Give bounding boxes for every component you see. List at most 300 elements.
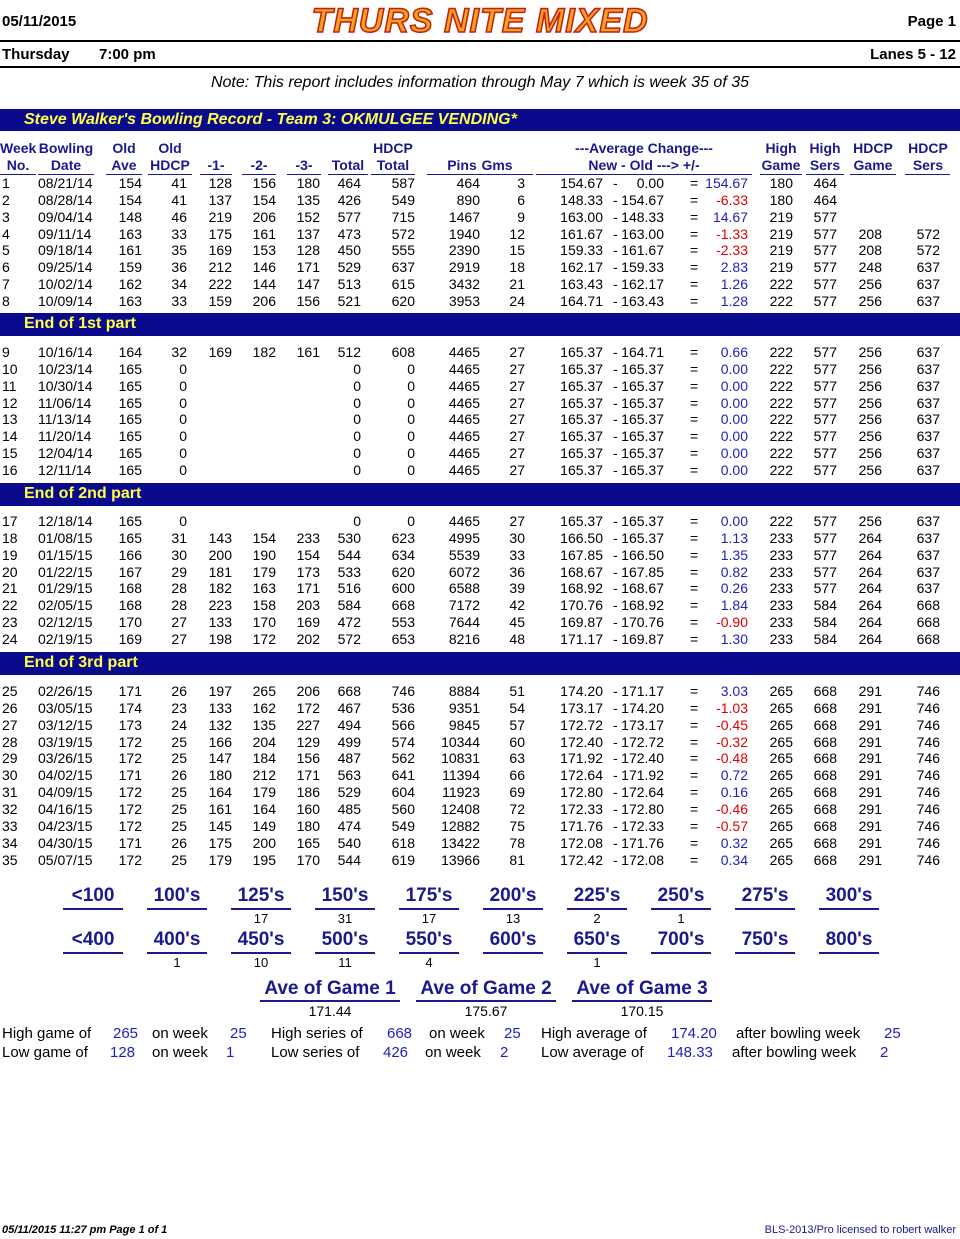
cell-new-avg: 171.17 [560,630,603,647]
cell-week-no: 34 [2,834,18,851]
cell-old-ave: 167 [118,563,142,580]
high-game-value: 265 [113,1025,139,1042]
cell-avg-change: 1.35 [720,546,748,563]
cell-game-1: 223 [208,597,232,614]
ave-game-1-label: Ave of Game 1 [260,978,400,1002]
series-bucket [567,929,627,970]
table-row [0,784,960,801]
cell-change-sep: - [613,851,618,868]
cell-avg-change: 0.00 [720,445,748,462]
cell-high-game: 265 [769,767,793,784]
cell-hdcp-series: 637 [916,292,940,309]
cell-change-sep: - [613,750,618,767]
cell-new-avg: 163.43 [560,276,603,293]
cell-change-sep: - [613,733,618,750]
cell-high-game: 222 [769,360,793,377]
series-bucket-count: 1 [593,955,601,970]
cell-hdcp-game: 256 [858,394,882,411]
cell-change-sep: - [613,716,618,733]
table-row [0,835,960,852]
cell-change-sep: - [613,360,618,377]
cell-game-3: 160 [296,800,320,817]
cell-new-avg: 165.37 [560,377,603,394]
footer-timestamp: 05/11/2015 11:27 pm Page 1 of 1 [2,1224,168,1236]
game-bucket [63,885,123,926]
cell-week-no: 33 [2,817,18,834]
cell-old-avg: 163.43 [621,292,664,309]
game-bucket [399,885,459,926]
cell-bowling-date: 09/18/14 [38,242,93,259]
series-bucket-label: 500's [315,929,375,954]
table-row [0,428,960,445]
cell-hdcp-total: 608 [391,344,415,360]
cell-game-3: 171 [296,580,320,597]
cell-old-avg: 174.20 [621,699,664,716]
cell-hdcp-total: 634 [391,546,415,563]
col-hdcpsers-header-top: HDCP [908,140,948,156]
table-row [0,293,960,310]
col-hdcpgame-header-top: HDCP [853,140,893,156]
cell-avg-change: -0.46 [716,800,748,817]
cell-game-3: 202 [296,630,320,647]
cell-hdcp-game: 256 [858,445,882,462]
cell-old-ave: 169 [118,630,142,647]
cell-game-2: 170 [252,614,276,631]
cell-change-eq: = [690,445,699,462]
cell-game-1: 197 [208,683,232,699]
series-bucket-count: 10 [253,955,269,970]
cell-old-hdcp: 27 [171,630,187,647]
cell-game-3: 135 [296,191,320,208]
cell-game-3: 180 [296,817,320,834]
cell-old-hdcp: 25 [171,800,187,817]
cell-change-sep: - [613,276,618,293]
cell-games: 27 [509,411,525,428]
cell-high-series: 668 [813,750,837,767]
cell-bowling-date: 01/22/15 [38,563,93,580]
cell-change-eq: = [690,784,699,801]
cell-old-avg: 165.37 [621,529,664,546]
cell-games: 54 [509,699,525,716]
cell-game-3: 171 [296,259,320,276]
cell-pins: 4465 [448,411,480,428]
cell-hdcp-total: 715 [391,208,415,225]
low-game-week-label: on week [152,1044,208,1061]
cell-bowling-date: 03/05/15 [38,699,93,716]
cell-change-sep: - [613,208,618,225]
cell-game-1: 137 [208,191,232,208]
cell-game-3: 233 [296,529,320,546]
cell-avg-change: 0.00 [720,513,748,529]
cell-old-hdcp: 41 [171,175,187,191]
cell-week-no: 24 [2,630,18,647]
cell-new-avg: 154.67 [560,175,603,191]
cell-avg-change: 0.00 [720,411,748,428]
league-time: 7:00 pm [99,46,156,63]
cell-avg-change: 0.72 [720,767,748,784]
bowler-section-title: Steve Walker's Bowling Record - Team 3: OKMULGEE VENDING* [24,111,517,128]
cell-old-hdcp: 0 [179,445,187,462]
table-row [0,175,960,192]
cell-avg-change: -1.03 [716,699,748,716]
cell-avg-change: 1.26 [720,276,748,293]
cell-week-no: 9 [2,344,10,360]
cell-week-no: 6 [2,259,10,276]
cell-week-no: 3 [2,208,10,225]
cell-total: 0 [353,411,361,428]
cell-old-ave: 165 [118,513,142,529]
cell-new-avg: 172.80 [560,784,603,801]
high-avg-week-label: after bowling week [736,1025,861,1042]
cell-hdcp-total: 536 [391,699,415,716]
cell-total: 450 [337,242,361,259]
cell-change-sep: - [613,513,618,529]
cell-hdcp-total: 600 [391,580,415,597]
footer-license: BLS-2013/Pro licensed to robert walker [764,1224,956,1236]
cell-game-1: 179 [208,851,232,868]
cell-change-sep: - [613,546,618,563]
cell-games: 27 [509,377,525,394]
game-bucket-count: 2 [593,911,601,926]
col-avgchange-header: New - Old ---> +/- [588,157,700,173]
cell-week-no: 26 [2,699,18,716]
cell-total: 0 [353,377,361,394]
cell-high-series: 668 [813,851,837,868]
series-bucket-label: 750's [735,929,795,954]
cell-bowling-date: 01/29/15 [38,580,93,597]
series-bucket [651,929,711,970]
cell-old-hdcp: 23 [171,699,187,716]
cell-hdcp-total: 0 [407,360,415,377]
col-oldhdcp-header-top: Old [158,140,182,156]
cell-change-sep: - [613,461,618,478]
cell-pins: 6588 [448,580,480,597]
cell-change-sep: - [613,411,618,428]
cell-hdcp-series: 637 [916,563,940,580]
cell-bowling-date: 02/19/15 [38,630,93,647]
game-bucket-label: 125's [231,885,291,910]
series-bucket-count [651,955,711,970]
cell-hdcp-series: 637 [916,445,940,462]
cell-change-eq: = [690,360,699,377]
cell-week-no: 23 [2,614,18,631]
game-bucket-label: 150's [315,885,375,910]
table-row [0,411,960,428]
series-bucket-count [483,955,543,970]
cell-change-eq: = [690,242,699,259]
cell-high-series: 577 [813,360,837,377]
cell-games: 12 [509,225,525,242]
cell-avg-change: 0.00 [720,461,748,478]
cell-old-ave: 172 [118,733,142,750]
series-bucket [735,929,795,970]
cell-old-avg: 161.67 [621,242,664,259]
cell-change-sep: - [613,175,618,191]
table-row [0,192,960,209]
cell-bowling-date: 10/09/14 [38,292,93,309]
cell-game-2: 179 [252,563,276,580]
high-series-week-label: on week [429,1025,485,1042]
cell-bowling-date: 04/16/15 [38,800,93,817]
cell-old-avg: 172.72 [621,733,664,750]
ave-game-3 [572,978,712,1019]
cell-hdcp-total: 0 [407,428,415,445]
cell-total: 563 [337,767,361,784]
cell-game-3: 128 [296,242,320,259]
cell-hdcp-total: 623 [391,529,415,546]
part-divider [0,483,960,506]
cell-bowling-date: 02/12/15 [38,614,93,631]
cell-bowling-date: 05/07/15 [38,851,93,868]
cell-change-sep: - [613,834,618,851]
bowler-section-bar [0,109,960,131]
cell-old-hdcp: 27 [171,614,187,631]
col-g1-header: -1- [207,157,225,173]
cell-bowling-date: 10/23/14 [38,360,93,377]
cell-change-eq: = [690,683,699,699]
cell-old-hdcp: 46 [171,208,187,225]
table-row [0,462,960,479]
cell-game-2: 204 [252,733,276,750]
cell-change-eq: = [690,614,699,631]
cell-new-avg: 165.37 [560,360,603,377]
cell-change-eq: = [690,428,699,445]
cell-new-avg: 171.92 [560,750,603,767]
ave-game-2 [416,978,556,1019]
cell-old-avg: 165.37 [621,513,664,529]
cell-games: 9 [517,208,525,225]
cell-hdcp-total: 620 [391,563,415,580]
cell-hdcp-series: 637 [916,529,940,546]
cell-old-avg: 148.33 [621,208,664,225]
cell-old-hdcp: 36 [171,259,187,276]
cell-high-series: 668 [813,716,837,733]
cell-high-series: 577 [813,292,837,309]
high-avg-value: 174.20 [671,1025,717,1042]
cell-high-game: 222 [769,292,793,309]
cell-week-no: 5 [2,242,10,259]
cell-week-no: 31 [2,784,18,801]
cell-pins: 4465 [448,394,480,411]
col-oldave-header-top: Old [112,140,136,156]
game-bucket-label: 200's [483,885,543,910]
cell-game-1: 132 [208,716,232,733]
cell-new-avg: 165.37 [560,513,603,529]
cell-high-series: 577 [813,563,837,580]
cell-high-series: 577 [813,513,837,529]
cell-bowling-date: 12/11/14 [38,461,92,478]
cell-pins: 5539 [448,546,480,563]
cell-games: 21 [509,276,525,293]
cell-hdcp-total: 574 [391,733,415,750]
cell-change-eq: = [690,377,699,394]
table-row [0,445,960,462]
cell-change-sep: - [613,699,618,716]
cell-old-ave: 173 [118,716,142,733]
cell-high-series: 577 [813,445,837,462]
cell-hdcp-game: 291 [858,817,882,834]
cell-pins: 4465 [448,461,480,478]
cell-change-eq: = [690,191,699,208]
cell-old-hdcp: 41 [171,191,187,208]
cell-old-ave: 172 [118,784,142,801]
cell-high-series: 577 [813,225,837,242]
cell-hdcp-total: 746 [391,683,415,699]
low-game-week: 1 [226,1044,235,1061]
cell-game-2: 164 [252,800,276,817]
cell-high-game: 219 [769,242,793,259]
cell-old-avg: 169.87 [621,630,664,647]
cell-old-hdcp: 24 [171,716,187,733]
series-bucket-label: 600's [483,929,543,954]
ave-game-3-label: Ave of Game 3 [572,978,712,1002]
cell-game-3: 137 [296,225,320,242]
cell-old-hdcp: 34 [171,276,187,293]
cell-change-sep: - [613,784,618,801]
cell-bowling-date: 10/02/14 [38,276,93,293]
cell-pins: 4465 [448,428,480,445]
cell-old-avg: 172.33 [621,817,664,834]
cell-high-game: 265 [769,800,793,817]
cell-hdcp-game: 264 [858,597,882,614]
cell-old-hdcp: 0 [179,428,187,445]
cell-old-ave: 170 [118,614,142,631]
cell-high-series: 577 [813,411,837,428]
cell-games: 36 [509,563,525,580]
cell-week-no: 35 [2,851,18,868]
cell-old-hdcp: 25 [171,851,187,868]
low-avg-week-label: after bowling week [732,1044,857,1061]
cell-games: 81 [509,851,525,868]
cell-high-series: 668 [813,767,837,784]
game-bucket-label: 250's [651,885,711,910]
cell-pins: 9845 [448,716,480,733]
cell-high-series: 577 [813,461,837,478]
cell-hdcp-series: 637 [916,580,940,597]
cell-high-game: 222 [769,276,793,293]
cell-total: 0 [353,513,361,529]
cell-avg-change: 2.83 [720,259,748,276]
cell-bowling-date: 04/02/15 [38,767,93,784]
cell-pins: 12882 [441,817,480,834]
cell-games: 18 [509,259,525,276]
series-bucket [819,929,879,970]
cell-old-hdcp: 0 [179,461,187,478]
cell-bowling-date: 12/18/14 [38,513,93,529]
cell-week-no: 7 [2,276,10,293]
cell-game-1: 175 [208,834,232,851]
cell-new-avg: 167.85 [560,546,603,563]
cell-hdcp-total: 641 [391,767,415,784]
cell-game-1: 222 [208,276,232,293]
cell-hdcp-game: 291 [858,683,882,699]
table-row [0,259,960,276]
cell-old-ave: 165 [118,428,142,445]
cell-old-hdcp: 26 [171,683,187,699]
cell-total: 572 [337,630,361,647]
cell-hdcp-series: 637 [916,428,940,445]
game-bucket-label: <100 [63,885,123,910]
cell-change-sep: - [613,191,618,208]
cell-hdcp-game: 291 [858,800,882,817]
cell-bowling-date: 10/30/14 [38,377,93,394]
low-game-label: Low game of [2,1044,88,1061]
cell-hdcp-series: 746 [916,851,940,868]
ave-game-2-label: Ave of Game 2 [416,978,556,1002]
game-bucket-count: 17 [421,911,437,926]
cell-old-avg: 159.33 [621,259,664,276]
cell-change-sep: - [613,259,618,276]
cell-total: 499 [337,733,361,750]
game-bucket [735,885,795,926]
low-avg-week: 2 [880,1044,889,1061]
cell-pins: 4465 [448,344,480,360]
cell-high-game: 265 [769,699,793,716]
cell-pins: 11394 [442,767,480,784]
game-bucket [651,885,711,926]
game-bucket [315,885,375,926]
cell-bowling-date: 11/13/14 [38,411,92,428]
cell-high-game: 265 [769,817,793,834]
cell-hdcp-series: 746 [916,699,940,716]
cell-bowling-date: 08/21/14 [38,175,93,191]
cell-week-no: 29 [2,750,18,767]
game-bucket [567,885,627,926]
cell-week-no: 8 [2,292,10,309]
cell-avg-change: 0.66 [720,344,748,360]
cell-hdcp-total: 587 [391,175,415,191]
cell-week-no: 15 [2,445,18,462]
cell-bowling-date: 01/08/15 [38,529,93,546]
cell-new-avg: 172.40 [560,733,603,750]
cell-high-game: 222 [769,394,793,411]
cell-high-series: 668 [813,784,837,801]
cell-old-avg: 165.37 [621,428,664,445]
cell-hdcp-total: 619 [391,851,415,868]
cell-high-game: 219 [769,208,793,225]
col-bowling-header-top: Bowling [38,140,94,156]
cell-hdcp-total: 0 [407,445,415,462]
cell-pins: 8884 [448,683,480,699]
cell-games: 30 [509,529,525,546]
cell-total: 544 [337,546,361,563]
cell-hdcp-series: 637 [916,513,940,529]
cell-hdcp-total: 0 [407,411,415,428]
cell-high-series: 584 [813,597,837,614]
table-row [0,614,960,631]
ave-game-3-value: 170.15 [620,1003,664,1019]
cell-game-1: 128 [208,175,232,191]
cell-old-hdcp: 30 [171,546,187,563]
cell-hdcp-series: 668 [916,614,940,631]
cell-new-avg: 165.37 [560,428,603,445]
cell-pins: 6072 [448,563,480,580]
cell-avg-change: 3.03 [720,683,748,699]
cell-old-avg: 165.37 [621,445,664,462]
cell-games: 69 [509,784,525,801]
cell-hdcp-total: 549 [391,817,415,834]
cell-high-game: 233 [769,546,793,563]
cell-high-series: 584 [813,630,837,647]
cell-old-ave: 172 [118,817,142,834]
table-row [0,818,960,835]
cell-game-2: 163 [252,580,276,597]
cell-new-avg: 169.87 [560,614,603,631]
cell-avg-change: -0.45 [716,716,748,733]
cell-change-eq: = [690,344,699,360]
cell-week-no: 32 [2,800,18,817]
report-date: 05/11/2015 [2,13,77,30]
